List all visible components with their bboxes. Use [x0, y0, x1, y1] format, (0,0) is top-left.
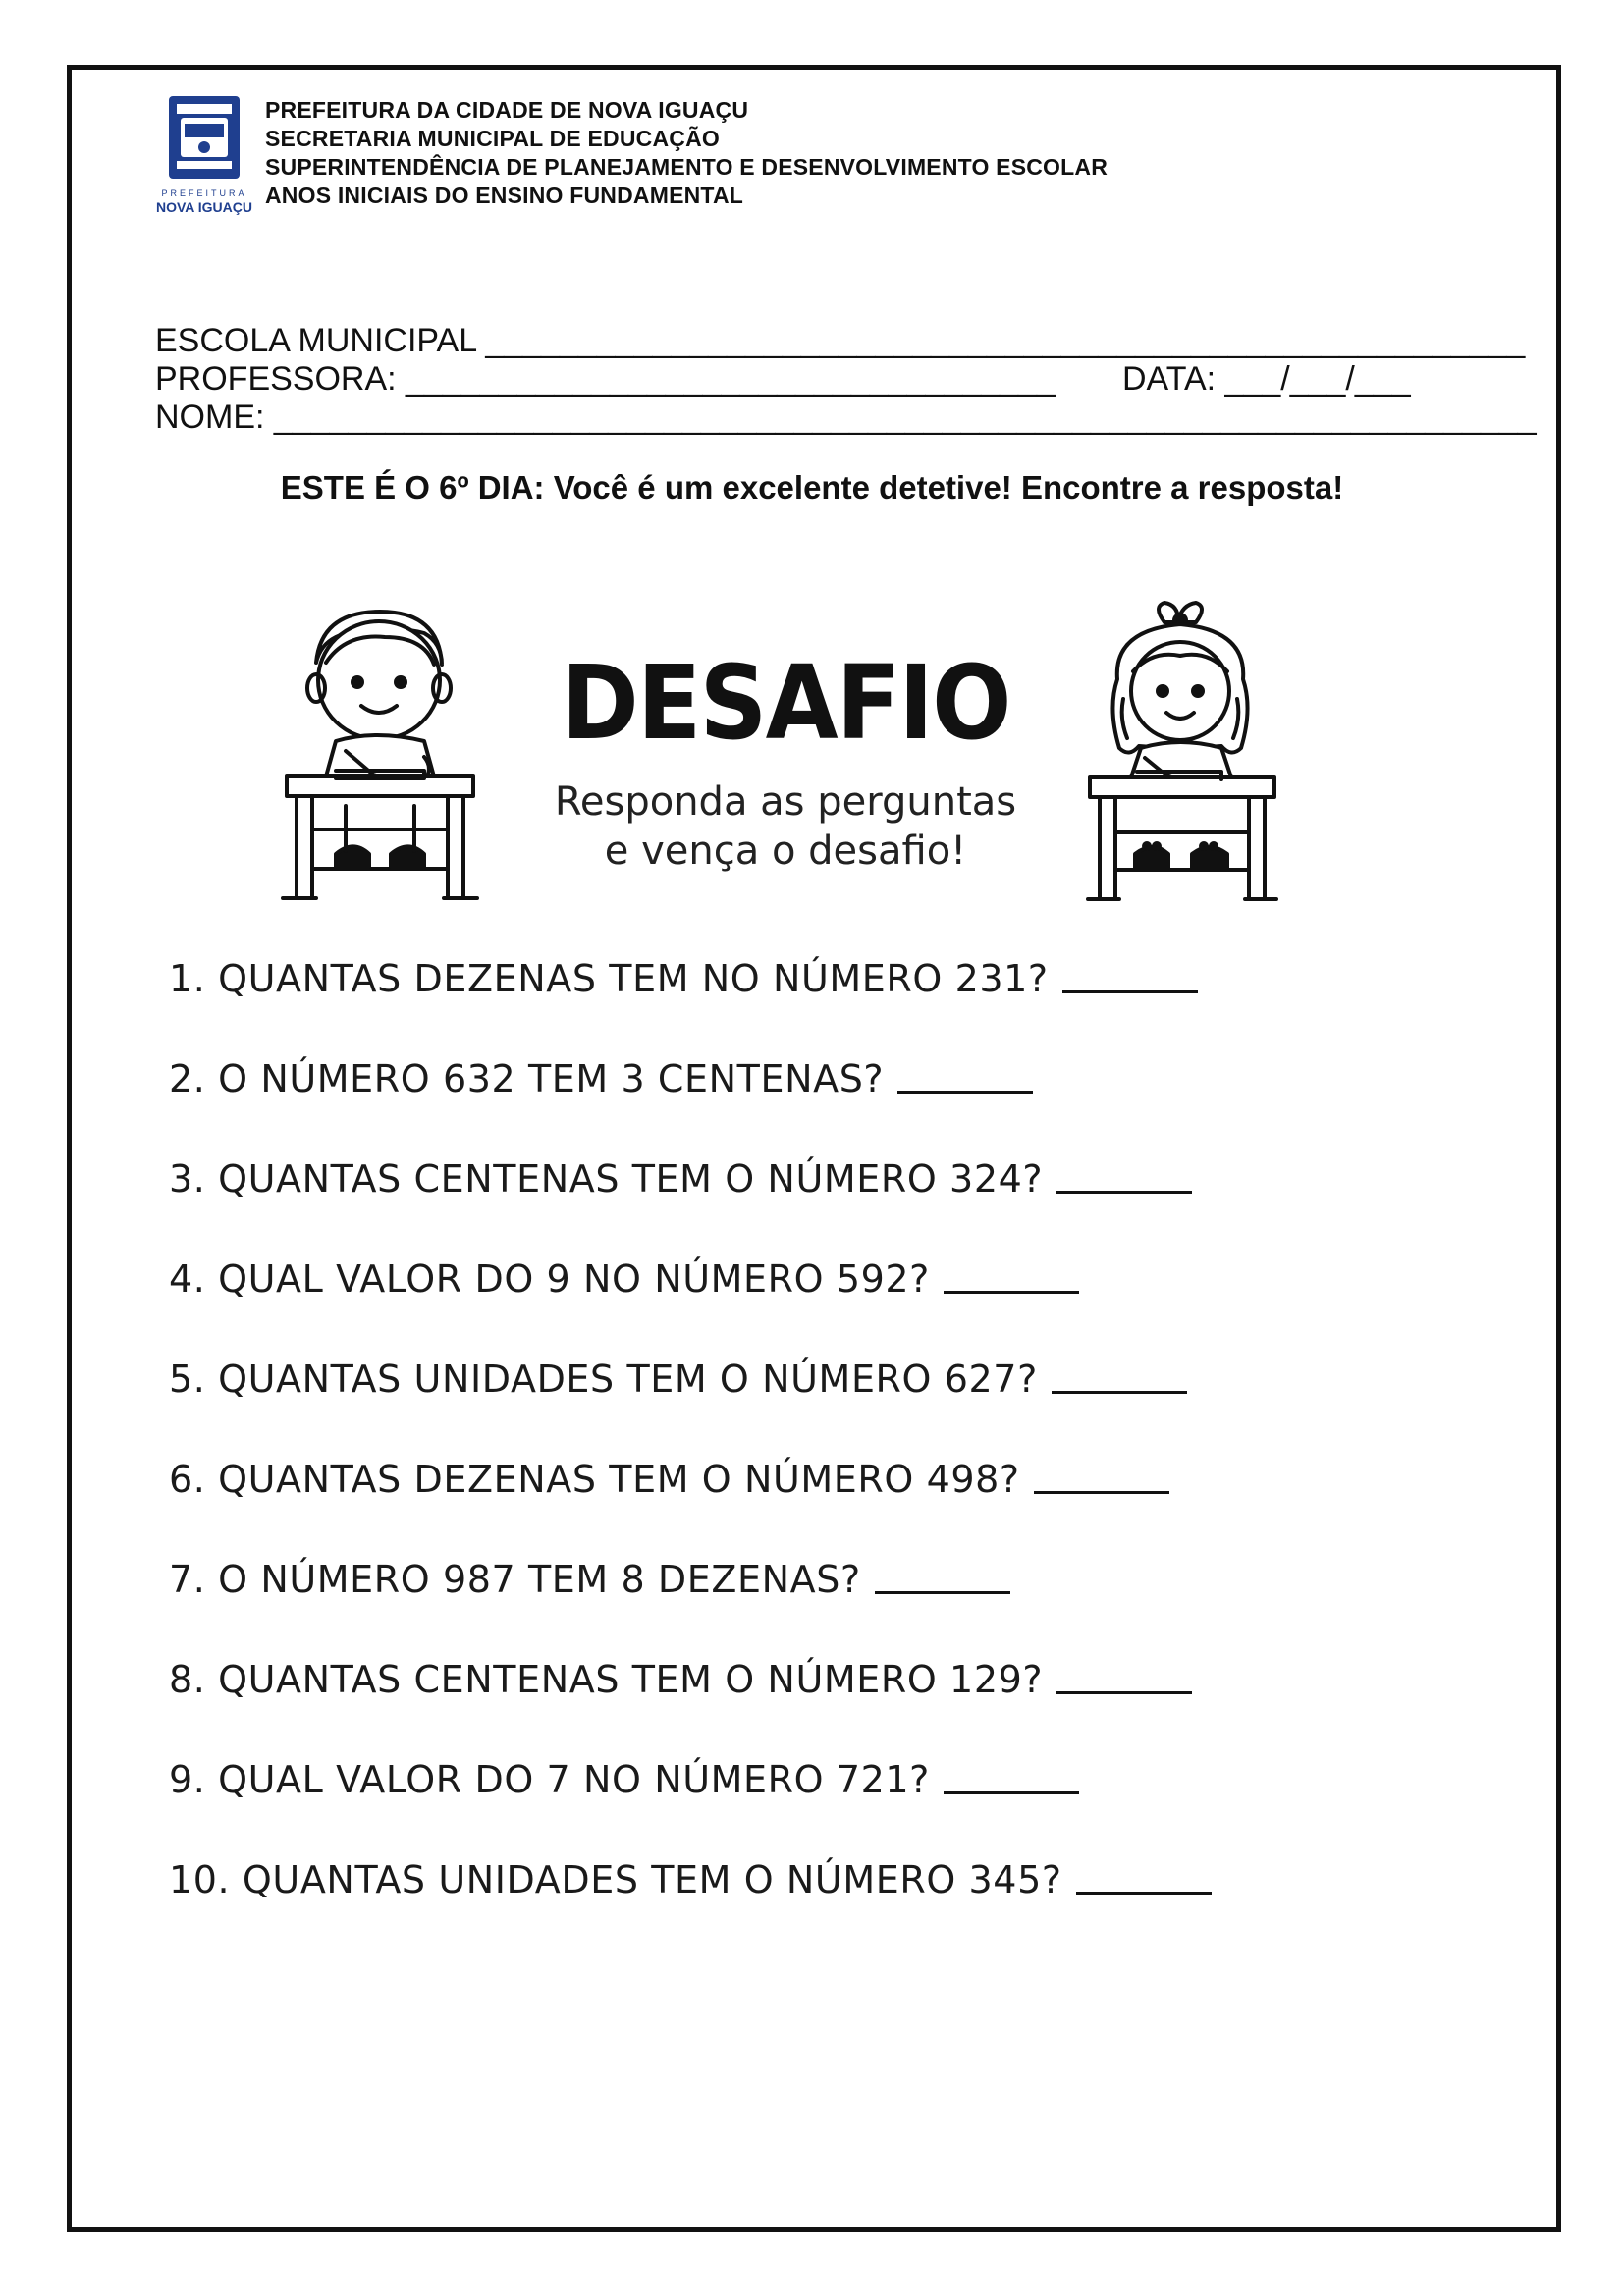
- question-item: [169, 1558, 1406, 1658]
- question-text: 4. QUAL VALOR DO 9 NO NÚMERO 592?: [169, 1257, 930, 1301]
- professora-row: [155, 360, 1422, 399]
- logo-top-text: PREFEITURA: [161, 188, 247, 198]
- question-text: 9. QUAL VALOR DO 7 NO NÚMERO 721?: [169, 1758, 930, 1801]
- question-item: [169, 1858, 1406, 1958]
- question-text: 1. QUANTAS DEZENAS TEM NO NÚMERO 231?: [169, 957, 1049, 1000]
- question-text: 7. O NÚMERO 987 TEM 8 DEZENAS?: [169, 1558, 861, 1601]
- header-line-4: ANOS INICIAIS DO ENSINO FUNDAMENTAL: [265, 183, 744, 208]
- question-text: 10. QUANTAS UNIDADES TEM O NÚMERO 345?: [169, 1858, 1062, 1901]
- nova-iguacu-logo: [153, 94, 255, 216]
- day-title: ESTE É O 6º DIA: Você é um excelente detetive! Encontre a resposta!: [280, 469, 1344, 506]
- question-text: 8. QUANTAS CENTENAS TEM O NÚMERO 129?: [169, 1658, 1044, 1701]
- nome-field[interactable]: NOME: ____________________________________________________________________: [155, 399, 1537, 436]
- question-list: [169, 957, 1406, 1958]
- question-text: 2. O NÚMERO 632 TEM 3 CENTENAS?: [169, 1057, 885, 1100]
- answer-blank[interactable]: [1052, 1358, 1187, 1394]
- question-item: [169, 1257, 1406, 1358]
- answer-blank[interactable]: [944, 1257, 1079, 1294]
- question-item: [169, 957, 1406, 1057]
- question-item: [169, 1658, 1406, 1758]
- challenge-title: DESAFIO: [561, 643, 1010, 763]
- question-text: 3. QUANTAS CENTENAS TEM O NÚMERO 324?: [169, 1157, 1044, 1201]
- header-line-3: SUPERINTENDÊNCIA DE PLANEJAMENTO E DESENVOLVIMENTO ESCOLAR: [265, 154, 1109, 180]
- answer-blank[interactable]: [1056, 1658, 1192, 1694]
- header-line-2: SECRETARIA MUNICIPAL DE EDUCAÇÃO: [265, 126, 721, 151]
- answer-blank[interactable]: [897, 1057, 1033, 1094]
- boy-at-desk-illustration: [277, 604, 483, 910]
- question-item: [169, 1157, 1406, 1257]
- girl-at-desk-illustration: [1084, 601, 1280, 909]
- answer-blank[interactable]: [944, 1758, 1079, 1794]
- answer-blank[interactable]: [1034, 1458, 1169, 1494]
- question-text: 6. QUANTAS DEZENAS TEM O NÚMERO 498?: [169, 1458, 1020, 1501]
- question-item: [169, 1758, 1406, 1858]
- student-info-form: [155, 322, 1537, 437]
- answer-blank[interactable]: [1076, 1858, 1212, 1895]
- logo-bottom-text: NOVA IGUAÇU: [156, 199, 252, 215]
- challenge-subtitle-line-2: e vença o desafio!: [604, 828, 967, 874]
- question-text: 5. QUANTAS UNIDADES TEM O NÚMERO 627?: [169, 1358, 1038, 1401]
- answer-blank[interactable]: [1056, 1157, 1192, 1194]
- answer-blank[interactable]: [875, 1558, 1010, 1594]
- professora-field[interactable]: PROFESSORA: ___________________________________: [155, 360, 1056, 398]
- institution-header: [265, 96, 1108, 210]
- question-item: [169, 1057, 1406, 1157]
- challenge-subtitle-line-1: Responda as perguntas: [554, 779, 1017, 825]
- challenge-subtitle: [511, 777, 1060, 876]
- escola-field[interactable]: ESCOLA MUNICIPAL ________________________________________________________: [155, 322, 1526, 359]
- data-field[interactable]: DATA: ___/___/___: [1122, 360, 1411, 398]
- question-item: [169, 1358, 1406, 1458]
- header-line-1: PREFEITURA DA CIDADE DE NOVA IGUAÇU: [265, 97, 749, 123]
- answer-blank[interactable]: [1062, 957, 1198, 993]
- question-item: [169, 1458, 1406, 1558]
